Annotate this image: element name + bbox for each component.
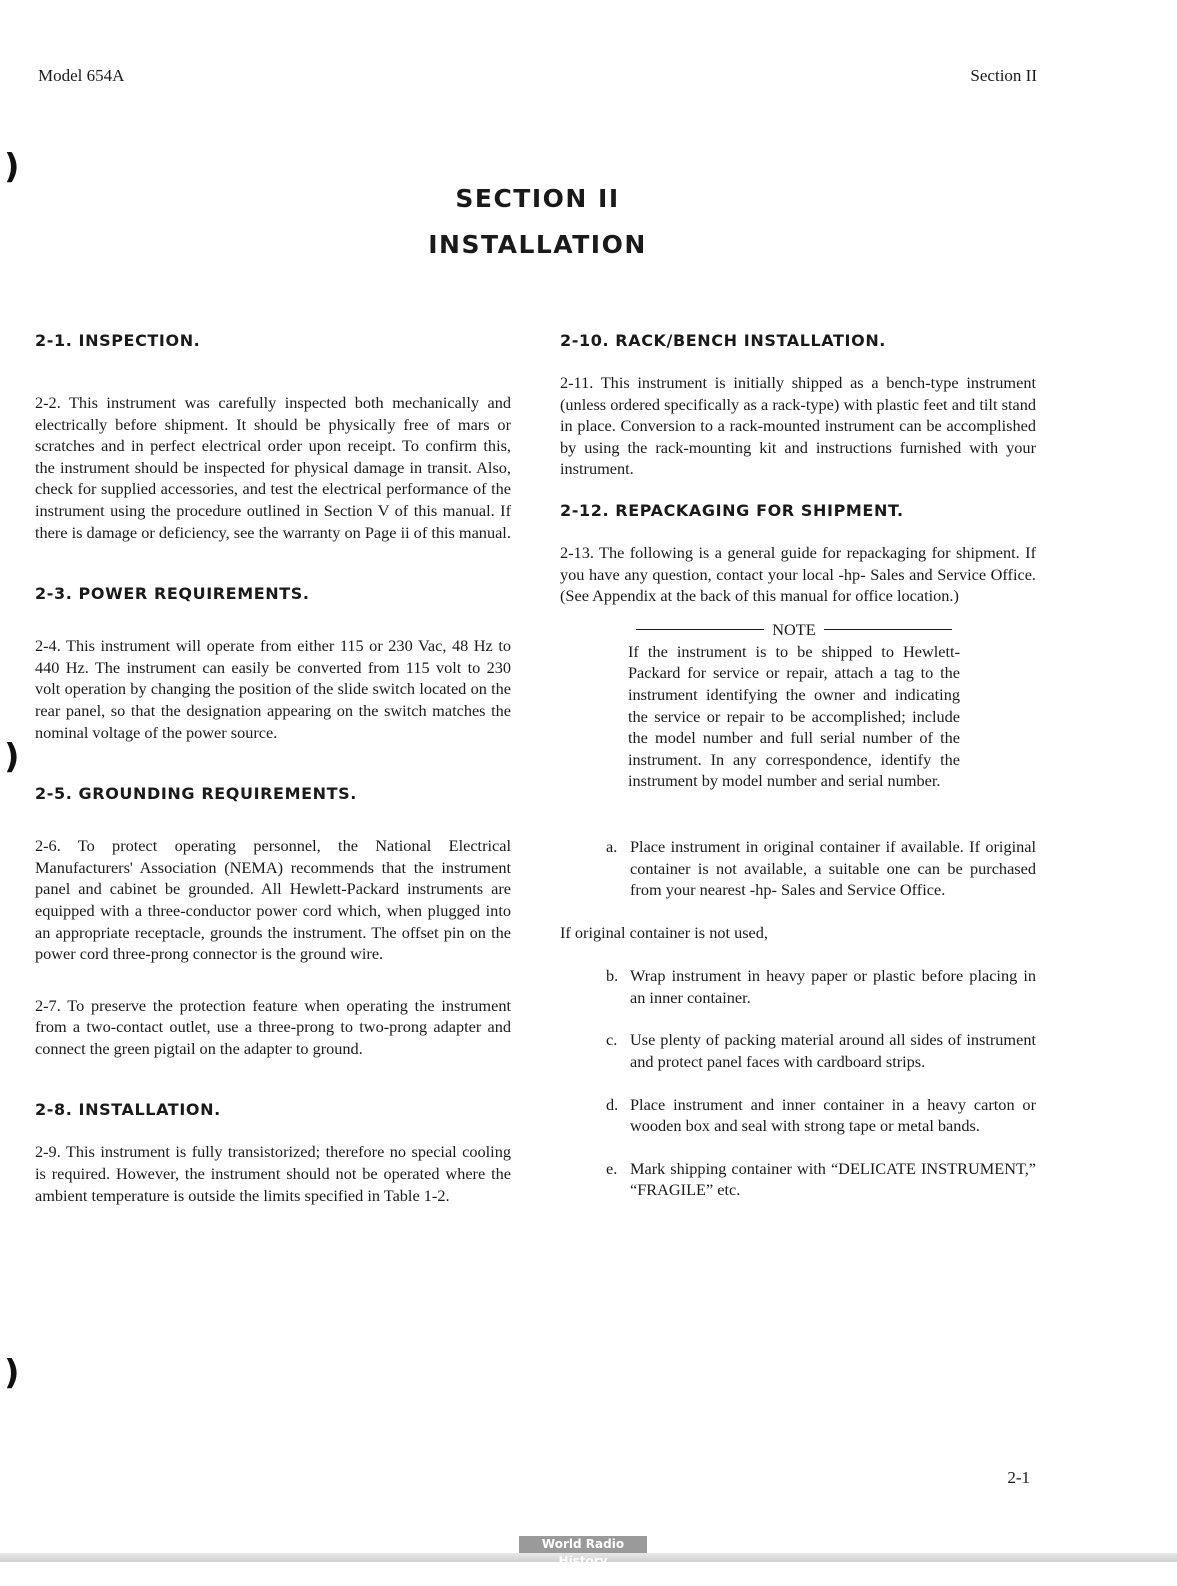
paragraph-2-6: 2-6. To protect operating personnel, the National Electrical Manufacturers' Association (NEMA) recommends that the instrument panel and cabinet be grounded. All Hewlett-Packard instruments are equipped with a three-conductor power cord which, when plugged into an appropriate receptacle, grounds the instrument. The offset pin on the power cord three-prong connector is the ground wire. (35, 836, 511, 964)
list-item-text: Wrap instrument in heavy paper or plastic before placing in an inner container. (630, 966, 1036, 1007)
title-line-installation: INSTALLATION (428, 230, 647, 259)
page-title (0, 176, 1075, 268)
list-item-label: a. (606, 836, 618, 856)
heading-grounding-requirements: 2-5. GROUNDING REQUIREMENTS. (35, 784, 357, 804)
paragraph-2-7: 2-7. To preserve the protection feature when operating the instrument from a two-contact outlet, use a three-prong to two-prong adapter and connect the green pigtail on the adapter to ground. (35, 995, 511, 1058)
list-item (560, 965, 1036, 1008)
binder-hole-mark-icon: ) (4, 737, 20, 777)
paragraph-2-9: 2-9. This instrument is fully transistorized; therefore no special cooling is required. However, the instrument should not be operated where the ambient temperature is outside the limits specified in Table 1-2. (35, 1142, 511, 1205)
list-item (560, 1094, 1036, 1137)
list-item (560, 1029, 1036, 1072)
list-item-label: d. (606, 1094, 619, 1114)
heading-installation: 2-8. INSTALLATION. (35, 1100, 221, 1120)
note-rule-left (636, 629, 764, 630)
list-item-text: Place instrument in original container if available. If original container is not available, a suitable one can be purchased from your nearest -hp- Sales and Service Office. (630, 836, 1036, 900)
heading-repackaging: 2-12. REPACKAGING FOR SHIPMENT. (560, 500, 904, 520)
header-section: Section II (970, 66, 1037, 85)
list-item-label: b. (606, 966, 619, 986)
paragraph-2-13: 2-13. The following is a general guide for repackaging for shipment. If you have any question, contact your local -hp- Sales and Service Office. (See Appendix at the back of this manual for office location.) (560, 542, 1036, 606)
heading-power-requirements: 2-3. POWER REQUIREMENTS. (35, 584, 310, 604)
paragraph-2-11: 2-11. This instrument is initially shipped as a bench-type instrument (unless ordered specifically as a rack-type) with plastic feet and tilt stand in place. Conversion to a rack-mounted instrument can be accomplished by using the rack-mounting kit and instructions furnished with your instrument. (560, 373, 1036, 479)
note-label: NOTE (772, 619, 816, 639)
list-item-text: Mark shipping container with “DELICATE INSTRUMENT,” “FRAGILE” etc. (630, 1158, 1036, 1200)
list-item-text: Place instrument and inner container in a heavy carton or wooden box and seal with strong tape or metal bands. (630, 1094, 1036, 1136)
binder-hole-mark-icon: ) (4, 1353, 20, 1393)
note-rule-right (824, 629, 952, 630)
title-line-section: SECTION II (455, 184, 620, 213)
list-item-label: c. (606, 1030, 618, 1050)
list-item (560, 836, 1036, 901)
left-column (35, 330, 511, 1206)
repack-steps-list (560, 836, 1036, 901)
page-number: 2-1 (1007, 1468, 1030, 1487)
interlude-text: If original container is not used, (560, 922, 768, 942)
right-column (560, 330, 1036, 1201)
list-item-label: e. (606, 1158, 618, 1178)
paragraph-2-2: 2-2. This instrument was carefully inspected both mechanically and electrically before shipment. It should be physically free of mars or scratches and in perfect electrical order upon receipt. To confirm this, the instrument should be inspected for physical damage in transit. Also, check for supplied accessories, and test the electrical performance of the instrument using the procedure outlined in Section V of this manual. If there is damage or deficiency, see the warranty on Page ii of this manual. (35, 393, 511, 542)
note-text: If the instrument is to be shipped to Hewlett-Packard for service or repair, attach a tag to the instrument identifying the owner and indicating the service or repair to be accomplished; include the model number and full serial number of the instrument. In any correspondence, identify the instrument by model number and serial number. (628, 641, 960, 791)
note-box (628, 619, 960, 792)
list-item (560, 1158, 1036, 1201)
list-item-text: Use plenty of packing material around all sides of instrument and protect panel faces with cardboard strips. (630, 1030, 1036, 1072)
binder-hole-mark-icon: ) (4, 147, 20, 187)
header-model: Model 654A (38, 66, 125, 85)
footer-watermark: World Radio History (519, 1536, 647, 1553)
paragraph-2-4: 2-4. This instrument will operate from either 115 or 230 Vac, 48 Hz to 440 Hz. The instrument can easily be converted from 115 volt to 230 volt operation by changing the position of the slide switch located on the rear panel, so that the designation appearing on the switch matches the nominal voltage of the power source. (35, 636, 511, 742)
note-header (628, 619, 960, 641)
repack-steps-list-continued (560, 965, 1036, 1201)
heading-inspection: 2-1. INSPECTION. (35, 331, 201, 350)
heading-rack-bench-installation: 2-10. RACK/BENCH INSTALLATION. (560, 331, 886, 350)
